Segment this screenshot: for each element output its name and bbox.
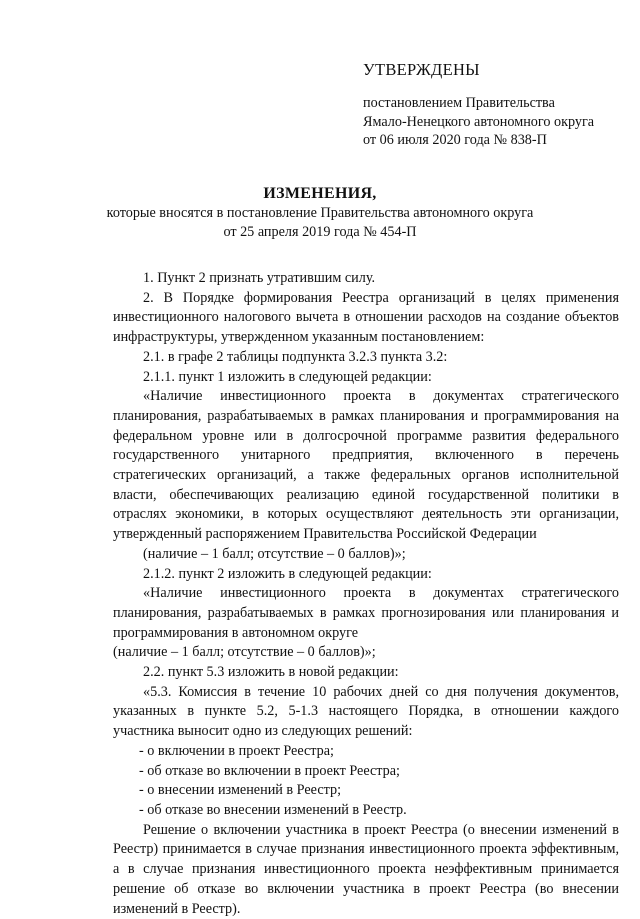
approval-line: постановлением Правительства	[363, 95, 555, 111]
paragraph: «Наличие инвестиционного проекта в документах стратегического планирования, разрабатываемых в рамках прогнозирования или планирования и программирования в автономном округе	[113, 585, 619, 641]
paragraph: 2.1.2. пункт 2 изложить в следующей редакции:	[143, 565, 432, 582]
paragraph: (наличие – 1 балл; отсутствие – 0 баллов)»;	[143, 545, 406, 562]
list-item: - о включении в проект Реестра;	[139, 742, 335, 759]
paragraph: (наличие – 1 балл; отсутствие – 0 баллов)»;	[113, 644, 376, 661]
approval-title: УТВЕРЖДЕНЫ	[363, 60, 480, 79]
approval-stamp	[363, 60, 633, 150]
paragraph: 1. Пункт 2 признать утратившим силу.	[143, 270, 376, 286]
document-subtitle-line: которые вносятся в постановление Правительства автономного округа	[106, 205, 534, 221]
paragraph: 2.1.1. пункт 1 изложить в следующей редакции:	[143, 368, 432, 385]
list-item: - об отказе во включении в проект Реестра;	[139, 762, 400, 779]
list-item: - об отказе во внесении изменений в Реестр.	[139, 801, 407, 818]
paragraph: 2. В Порядке формирования Реестра организаций в целях применения инвестиционного налогового вычета в отношении расходов на создание объектов инфраструктуры, утвержденном указанным постановлением:	[113, 289, 619, 346]
document-subtitle-line: от 25 апреля 2019 года № 454-П	[223, 223, 417, 240]
paragraph: Решение о включении участника в проект Реестра (о внесении изменений в Реестр) принимается в случае признания инвестиционного проекта эффективным, а в случае признания инвестиционного проекта неэффективным принимается решение об отказе во включении участника в проект Реестра (во внесении изменений в Реестр).	[113, 821, 619, 917]
paragraph: «Наличие инвестиционного проекта в документах стратегического планирования, разрабатываемых в рамках планирования и программирования на федеральном уровне или в долгосрочной программе развития федерального государственного унитарного предприятия, включенного в перечень стратегических организаций, а также федеральных органов исполнительной власти, обеспечивающих реализацию единой государственной политики в отраслях экономики, в которых осуществляют деятельность эти организации, утвержденный распоряжением Правительства Российской Федерации	[113, 388, 619, 543]
approval-line: Ямало-Ненецкого автономного округа	[363, 113, 595, 130]
approval-line: от 06 июля 2020 года № 838-П	[363, 132, 547, 148]
paragraph: 2.1. в графе 2 таблицы подпункта 3.2.3 пункта 3.2:	[143, 348, 448, 365]
paragraph: «5.3. Комиссия в течение 10 рабочих дней со дня получения документов, указанных в пункте 5.2, 5-1.3 настоящего Порядка, в отношении каждого участника выносит одно из следующих решений:	[113, 683, 619, 740]
document-title: ИЗМЕНЕНИЯ,	[263, 185, 377, 202]
document-body	[113, 269, 619, 919]
document-title-block	[0, 184, 640, 241]
list-item: - о внесении изменений в Реестр;	[139, 782, 342, 799]
paragraph: 2.2. пункт 5.3 изложить в новой редакции:	[143, 664, 399, 681]
approval-lines	[363, 94, 633, 150]
